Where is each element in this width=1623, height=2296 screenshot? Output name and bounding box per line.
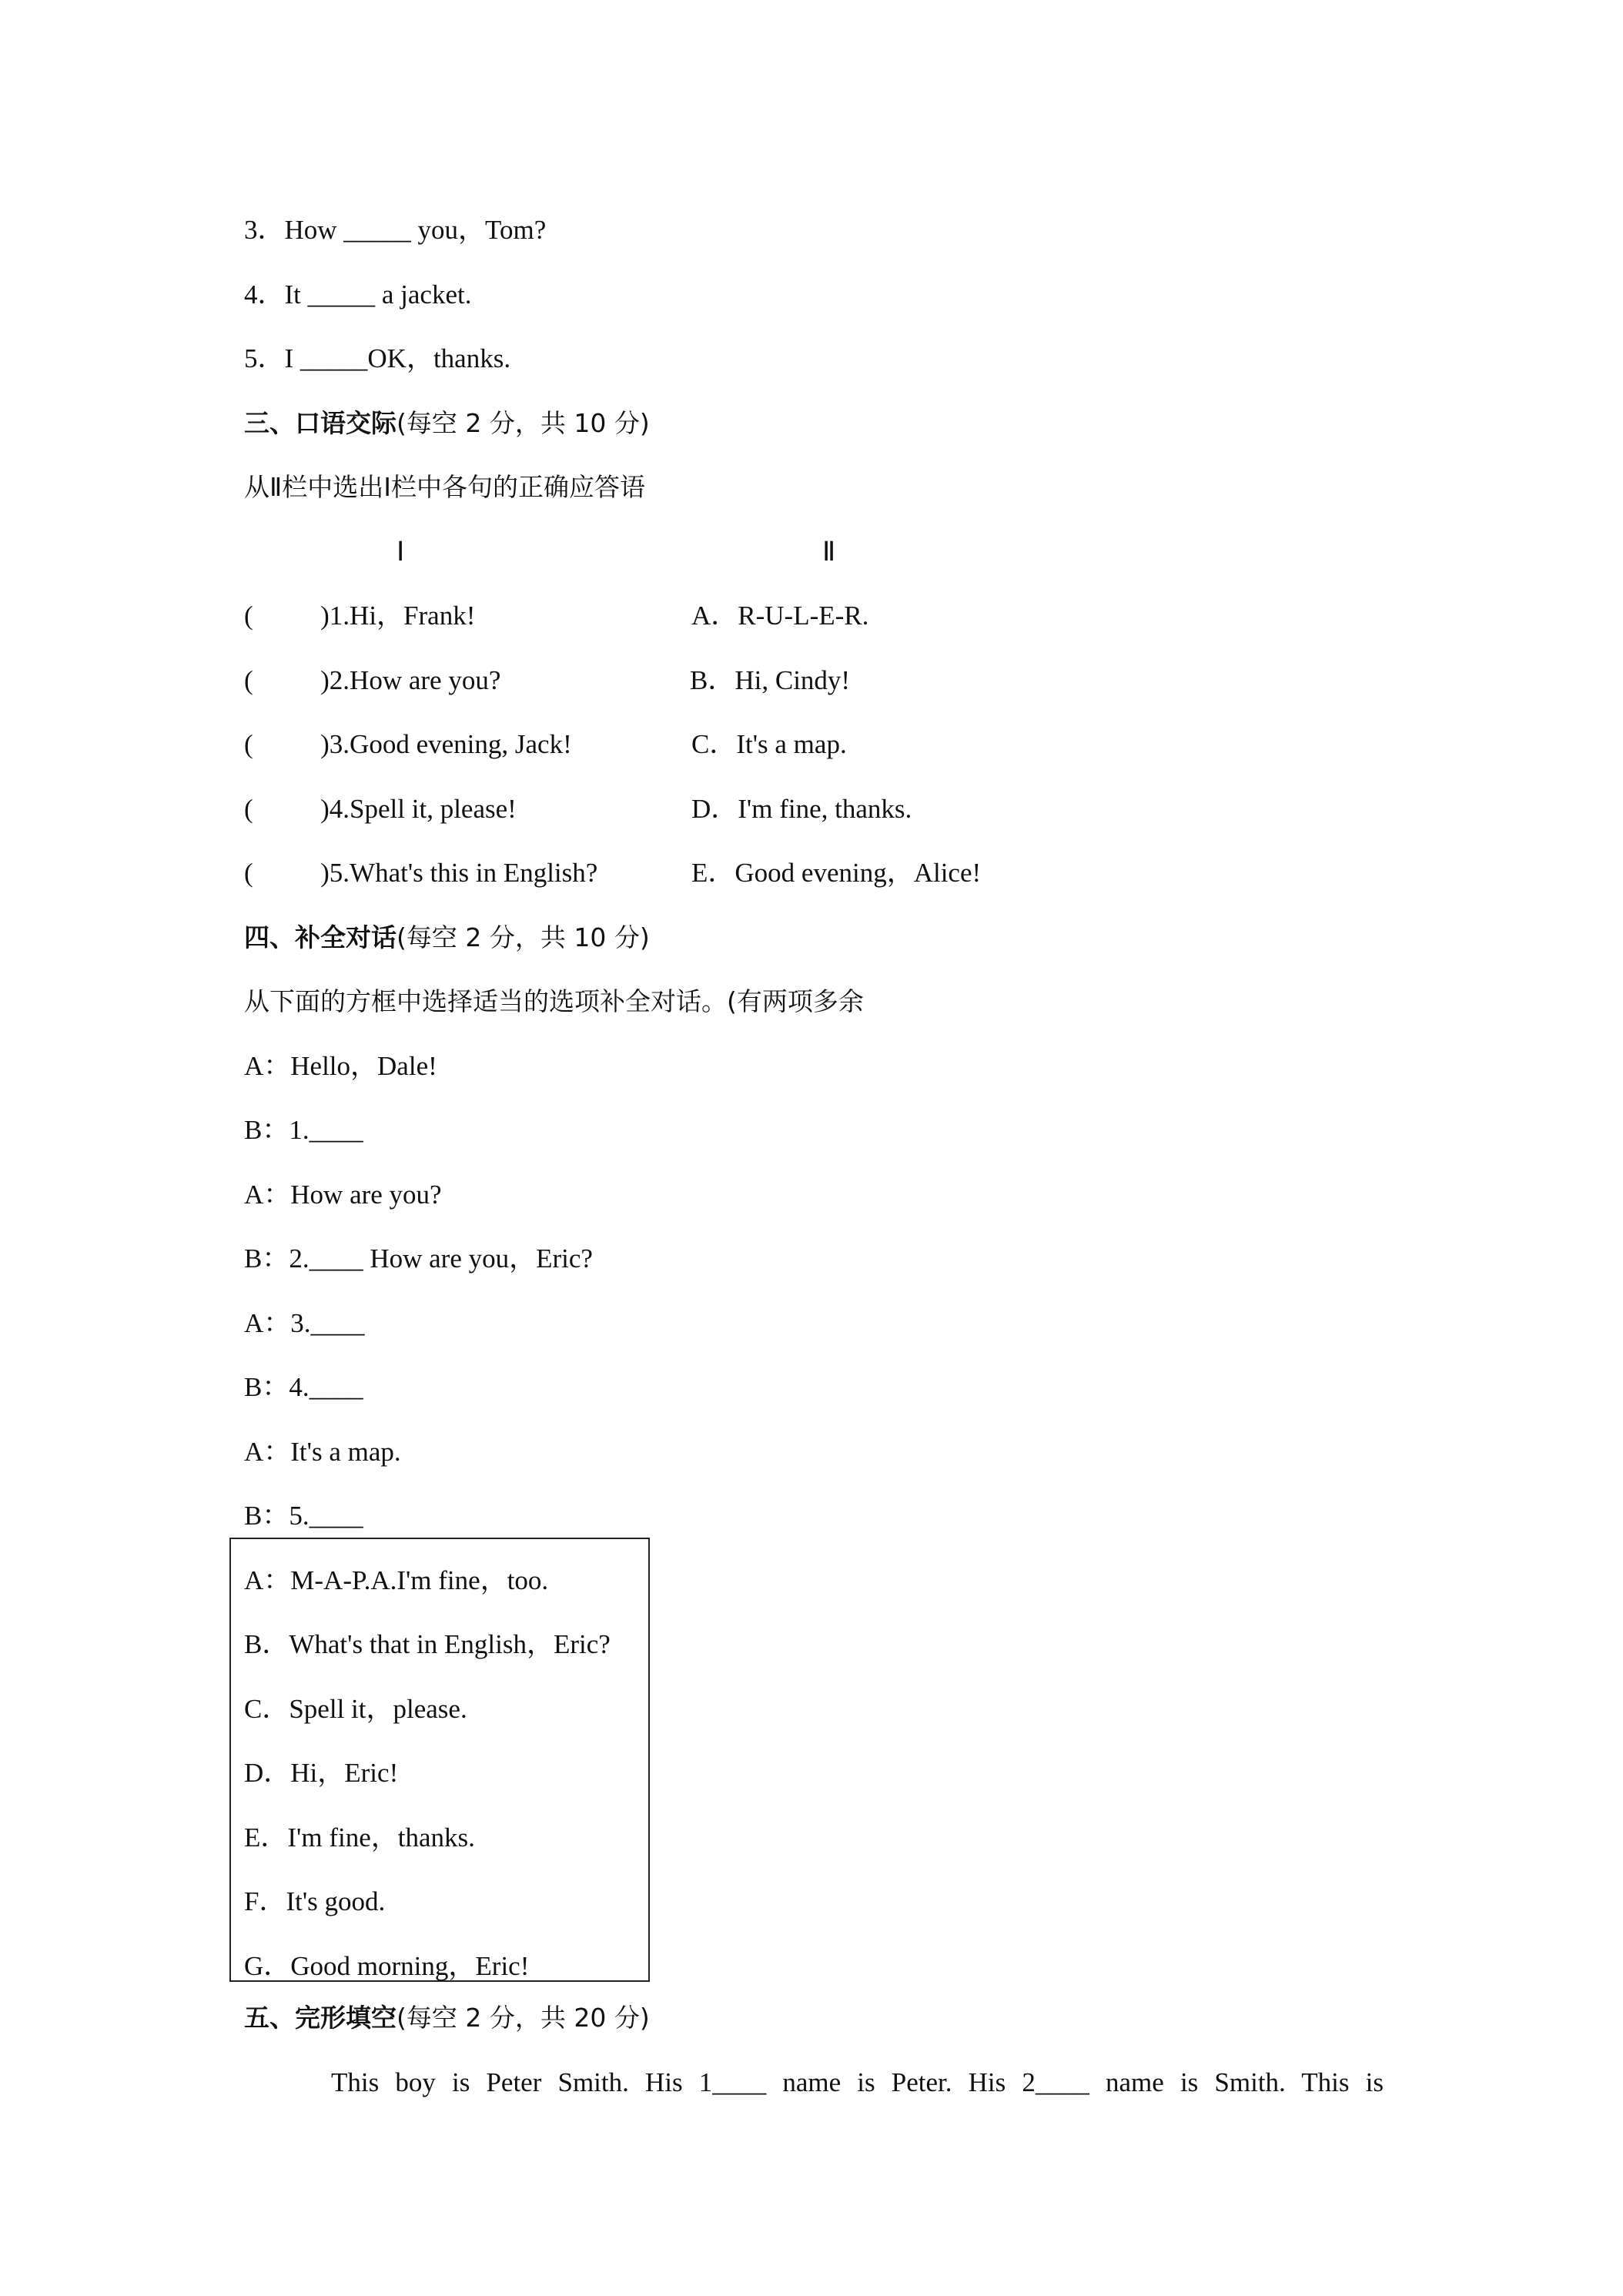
match-question-4: ( )4.Spell it, please! <box>244 794 517 824</box>
match-answer-b: B．Hi, Cindy! <box>690 665 851 695</box>
section3-instruction: 从Ⅱ栏中选出Ⅰ栏中各句的正确应答语 <box>244 472 645 502</box>
cloze-passage: This boy is Peter Smith. His 1____ name is Peter. His 2____ name is Smith. This is <box>331 2067 1384 2097</box>
option-a: A：M-A-P.A.I'm fine，too. <box>244 1565 549 1595</box>
option-g: G．Good morning，Eric! <box>244 1951 530 1981</box>
dialogue-line-7: A：It's a map. <box>244 1437 401 1467</box>
match-answer-e: E．Good evening，Alice! <box>691 858 982 888</box>
dialogue-line-3: A：How are you? <box>244 1180 442 1210</box>
match-question-1: ( )1.Hi，Frank! <box>244 601 476 631</box>
section3-heading: 三、口语交际 <box>244 408 397 438</box>
section5-heading: 五、完形填空 <box>244 2003 397 2033</box>
section5-score: (每空 2 分，共 20 分) <box>397 2003 650 2033</box>
dialogue-line-8: B：5.____ <box>244 1501 363 1531</box>
option-e: E．I'm fine，thanks. <box>244 1822 475 1853</box>
dialogue-line-5: A：3.____ <box>244 1308 365 1338</box>
section4-heading: 四、补全对话 <box>244 922 397 952</box>
fill-item-5: 5．I _____OK，thanks. <box>244 343 511 373</box>
section3-score: (每空 2 分，共 10 分) <box>397 408 650 438</box>
section4-score: (每空 2 分，共 10 分) <box>397 922 650 952</box>
match-answer-c: C．It's a map. <box>691 729 847 759</box>
dialogue-line-6: B：4.____ <box>244 1372 363 1402</box>
dialogue-line-4: B：2.____ How are you，Eric? <box>244 1243 593 1274</box>
dialogue-line-1: A：Hello，Dale! <box>244 1051 437 1081</box>
section4-title <box>244 921 650 955</box>
option-b: B．What's that in English，Eric? <box>244 1629 611 1659</box>
section5-title <box>244 2001 650 2035</box>
match-question-5: ( )5.What's this in English? <box>244 858 598 888</box>
match-question-2: ( )2.How are you? <box>244 665 501 695</box>
section4-instruction: 从下面的方框中选择适当的选项补全对话。(有两项多余 <box>244 986 864 1016</box>
column-header-ii: Ⅱ <box>822 537 836 567</box>
option-f: F．It's good. <box>244 1886 386 1916</box>
column-header-i: Ⅰ <box>397 537 405 567</box>
fill-item-3: 3．How _____ you，Tom? <box>244 215 547 245</box>
match-answer-a: A．R-U-L-E-R. <box>691 601 869 631</box>
match-answer-d: D．I'm fine, thanks. <box>691 794 912 824</box>
dialogue-line-2: B：1.____ <box>244 1115 363 1145</box>
fill-item-4: 4．It _____ a jacket. <box>244 279 472 310</box>
section3-title <box>244 407 650 440</box>
option-c: C．Spell it，please. <box>244 1694 467 1724</box>
match-question-3: ( )3.Good evening, Jack! <box>244 729 572 759</box>
option-d: D．Hi，Eric! <box>244 1758 399 1788</box>
